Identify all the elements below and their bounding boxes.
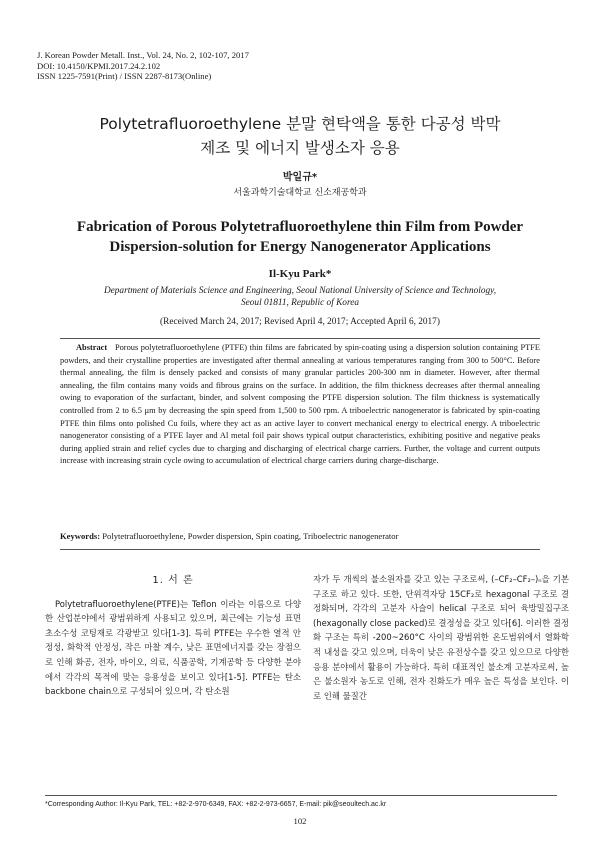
abstract-top-rule [60, 338, 540, 339]
affiliation-english-line1: Department of Materials Science and Engineering, Seoul National University of Science and Technology, [103, 286, 497, 296]
page-number: 102 [293, 816, 307, 826]
corresponding-author-footnote: *Corresponding Author: Il-Kyu Park, TEL: +82-2-970-6349, FAX: +82-2-973-6657, E-mail: pik@seoultech.ac.kr [45, 801, 387, 808]
journal-doi: DOI: 10.4150/KPMI.2017.24.2.102 [37, 60, 161, 71]
affiliation-korean: 서울과학기술대학교 신소재공학과 [233, 188, 367, 198]
journal-issn: ISSN 1225-7591(Print) / ISSN 2287-8173(Online) [37, 71, 212, 82]
body-column-right [313, 572, 569, 703]
abstract-bottom-rule [60, 549, 540, 550]
footnote-rule [45, 795, 557, 796]
body-paragraph-2: 자가 두 개씩의 불소원자를 갖고 있는 구조로써, (–CF₂–CF₂–)ₙ을 기본 구조로 하고 있다. 또한, 단위격자당 15CF₂로 hexagonal 구조로 결정화되며, 각각의 고분자 사슬이 helical 구조로 되어 육방밀집구조(hexagonally close packed)로 결정성을 갖고 있다[6]. 이러한 결정화 구조는 특히 -200~260°C 사이의 광범위한 온도범위에서 열화학적 내성을 갖고 있으며, 더욱이 낮은 유전상수를 갖고 있으므로 다양한 응용 분야에서 활용이 가능하다. 특히 대표적인 불소계 고분자로써, 높은 불소원자 농도로 인해, 전자 친화도가 매우 높은 특성을 보인다. 이로 인해 물질간 [313, 574, 569, 701]
title-english-line2: Dispersion-solution for Energy Nanogenerator Applications [109, 239, 491, 255]
title-english-line1: Fabrication of Porous Polytetrafluoroethylene thin Film from Powder [76, 219, 524, 235]
title-korean [40, 112, 560, 160]
affiliation-english [40, 285, 560, 309]
body-column-left [45, 574, 301, 699]
affiliation-english-line2: Seoul 01811, Republic of Korea [241, 298, 359, 308]
journal-info [37, 50, 249, 82]
body-paragraph-1: Polytetrafluoroethylene(PTFE)는 Teflon 이라는 이름으로 다양한 산업분야에서 광범위하게 사용되고 있으며, 최근에는 기능성 표면 초소수성 코팅재로 각광받고 있다[1-3]. 특히 PTFE는 우수한 열적 안정성, 화학적 안정성, 작은 마찰 계수, 낮은 표면에너지를 갖는 장점으로 인해 화공, 전자, 바이오, 의료, 식품공학, 기계공학 등 다양한 분야에서 각각의 목적에 맞는 응용성을 보이고 있다[1-5]. PTFE는 탄소 backbone chain으로 구성되어 있으며, 각 탄소원 [45, 598, 301, 697]
title-korean-line2: 제조 및 에너지 발생소자 응용 [200, 139, 400, 157]
section-heading-introduction: 1. 서 론 [152, 575, 194, 586]
title-english [40, 217, 560, 257]
author-korean: 박일규* [282, 172, 318, 183]
abstract-label: Abstract [76, 343, 108, 352]
title-korean-line1: Polytetrafluoroethylene 분말 현탁액을 통한 다공성 박막 [99, 115, 501, 133]
keywords-text: Polytetrafluoroethylene, Powder dispersion, Spin coating, Triboelectric nanogenerator [102, 531, 399, 541]
author-english: Il-Kyu Park* [268, 268, 332, 280]
keywords-label: Keywords: [60, 531, 101, 541]
keywords [60, 531, 540, 541]
abstract [60, 342, 540, 468]
journal-citation: J. Korean Powder Metall. Inst., Vol. 24, No. 2, 102-107, 2017 [37, 50, 249, 60]
abstract-text: Porous polytetrafluoroethylene (PTFE) thin films are fabricated by spin-coating using a dispersion solution containing PTFE powders, and their crystalline properties are investigated after thermal annealing at various temperatures ranging from 300 to 500°C. Before thermal annealing, the film is densely packed and consists of many granular particles 200-300 nm in diameter. However, after thermal annealing, the film contains many voids and fibrous grains on the surface. In addition, the film thickness decreases after thermal annealing owing to evaporation of the surfactant, binder, and solvent composing the PTFE dispersion solution. The film thickness is systematically controlled from 2 to 6.5 μm by decreasing the spin speed from 1,500 to 500 rpm. A triboelectric nanogenerator is fabricated by spin-coating PTFE thin films onto polished Cu foils, where they act as an active layer to convert mechanical energy to electrical energy. A triboelectric nanogenerator consisting of a PTFE layer and Al metal foil pair shows typical output characteristics, exhibiting positive and negative peaks during applied strain and relief cycles due to charging and discharging of electrical charge carriers. Further, the voltage and current outputs increase with increasing strain cycle owing to accumulation of electrical charge carriers during charge-discharge. [60, 343, 541, 466]
received-dates: (Received March 24, 2017; Revised April 4, 2017; Accepted April 6, 2017) [160, 317, 440, 327]
